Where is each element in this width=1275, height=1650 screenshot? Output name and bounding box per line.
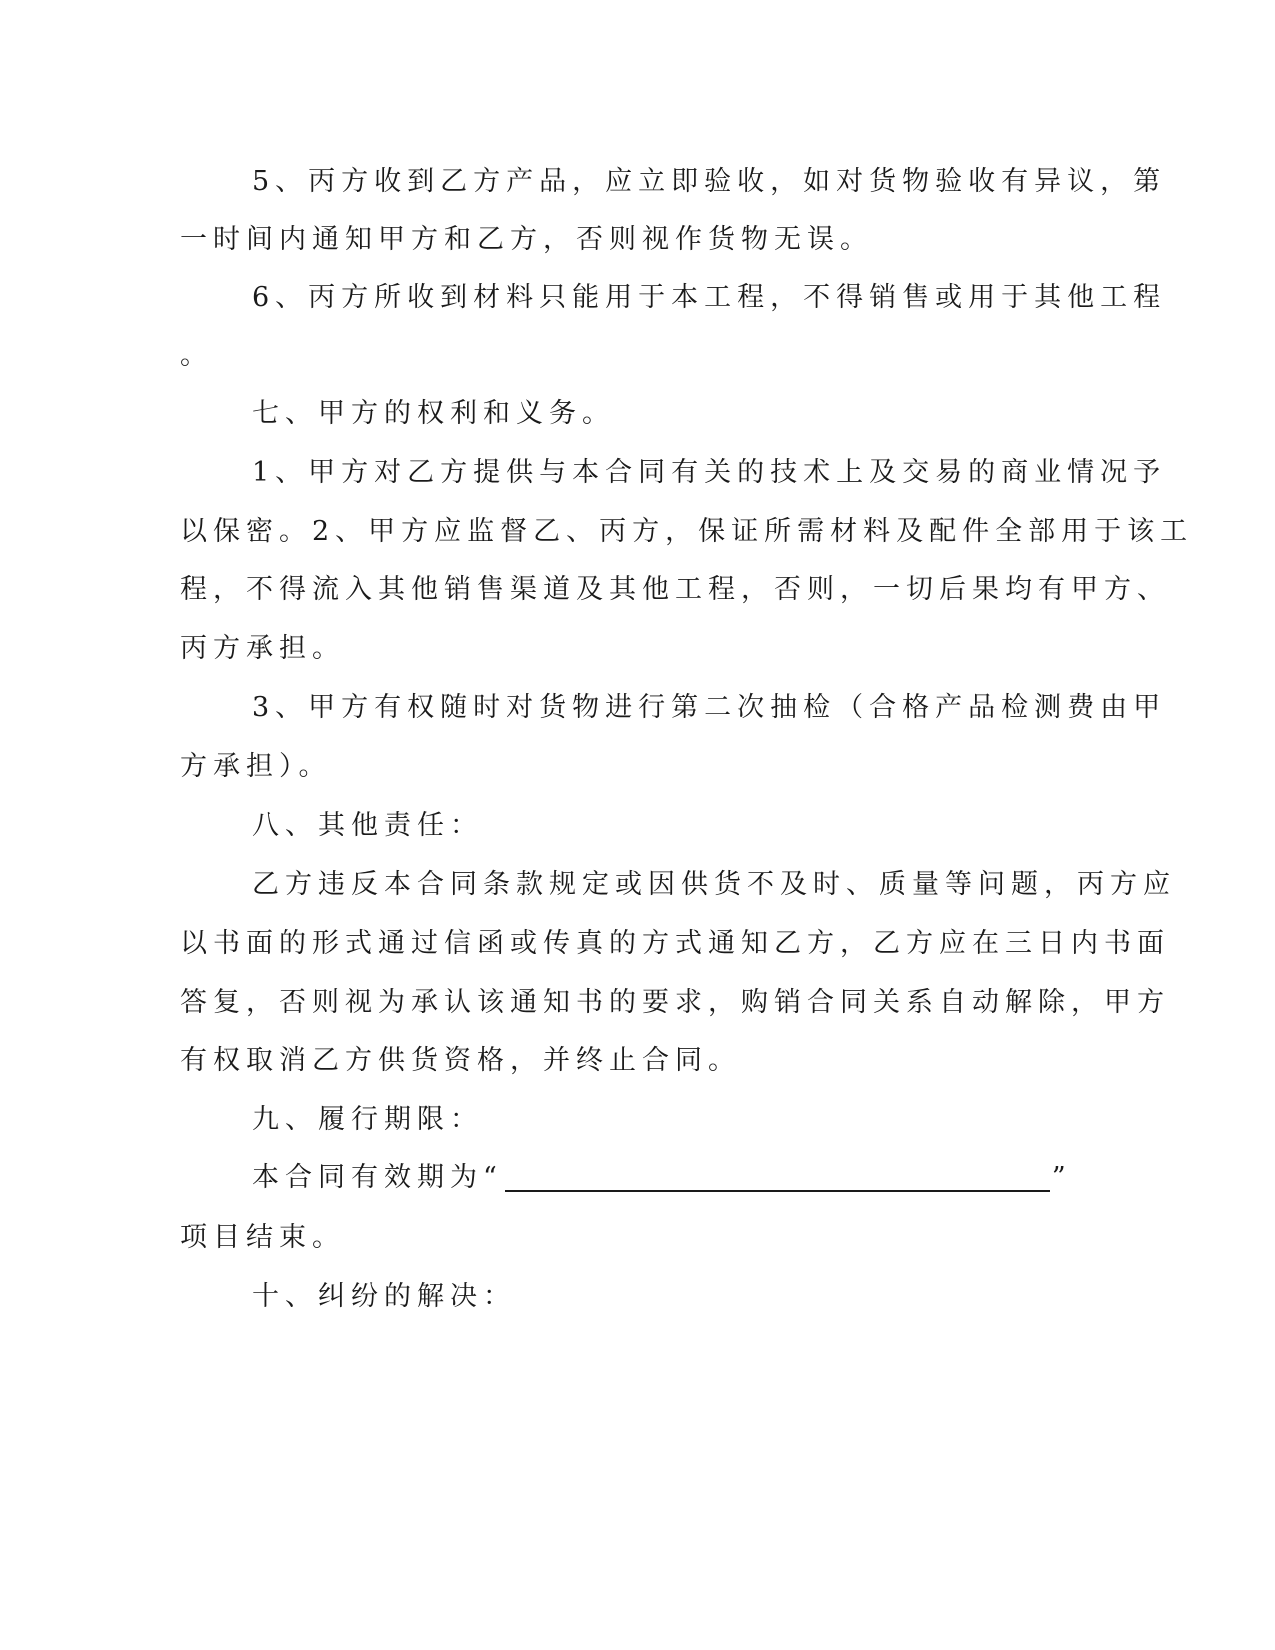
validity-period-line <box>252 1158 1072 1198</box>
validity-period-label: 本合同有效期为“ <box>252 1162 503 1193</box>
clause-6-6-line-2: 。 <box>180 340 213 371</box>
section-7-heading: 七、甲方的权利和义务。 <box>252 398 615 429</box>
clause-6-5-line-2: 一时间内通知甲方和乙方，否则视作货物无误。 <box>180 224 873 255</box>
clause-7-3-line-1: 3、甲方有权随时对货物进行第二次抽检（合格产品检测费由甲 <box>252 692 1167 723</box>
clause-6-6-line-1: 6、丙方所收到材料只能用于本工程，不得销售或用于其他工程 <box>252 282 1167 313</box>
clause-7-2-line-3: 丙方承担。 <box>180 633 345 664</box>
clause-6-5-line-1: 5、丙方收到乙方产品，应立即验收，如对货物验收有异议，第 <box>252 166 1167 197</box>
validity-period-close-quote: ” <box>1051 1162 1072 1193</box>
validity-period-line-2: 项目结束。 <box>180 1222 345 1253</box>
section-8-body-line-3: 答复，否则视为承认该通知书的要求，购销合同关系自动解除，甲方 <box>180 987 1170 1018</box>
clause-7-2-line-2: 程，不得流入其他销售渠道及其他工程，否则，一切后果均有甲方、 <box>180 574 1170 605</box>
section-8-heading: 八、其他责任： <box>252 810 483 841</box>
section-10-heading: 十、纠纷的解决： <box>252 1281 516 1312</box>
clause-7-1-line-1: 1、甲方对乙方提供与本合同有关的技术上及交易的商业情况予 <box>252 457 1167 488</box>
section-8-body-line-4: 有权取消乙方供货资格，并终止合同。 <box>180 1045 741 1076</box>
clause-7-1-line-2: 以保密。2、甲方应监督乙、丙方，保证所需材料及配件全部用于该工 <box>180 516 1194 547</box>
section-8-body-line-1: 乙方违反本合同条款规定或因供货不及时、质量等问题，丙方应 <box>252 869 1176 900</box>
clause-7-3-line-2: 方承担）。 <box>180 751 332 782</box>
validity-period-blank <box>505 1190 1050 1192</box>
section-9-heading: 九、履行期限： <box>252 1104 483 1135</box>
section-8-body-line-2: 以书面的形式通过信函或传真的方式通知乙方，乙方应在三日内书面 <box>180 928 1170 959</box>
